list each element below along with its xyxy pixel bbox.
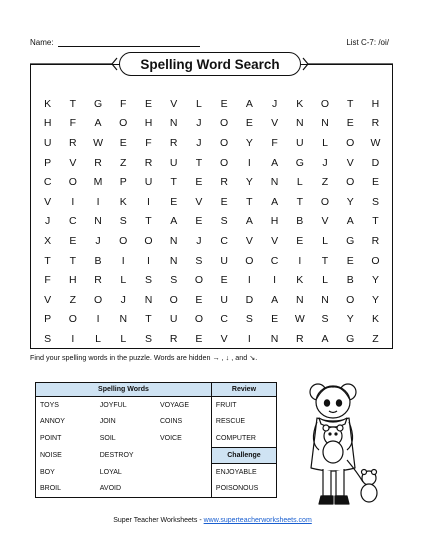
grid-cell: O	[346, 293, 355, 306]
grid-cell: O	[68, 176, 77, 189]
grid-cell: E	[245, 117, 253, 130]
grid-cell: C	[43, 176, 52, 189]
grid-cell: K	[44, 97, 52, 110]
word-cell: VOICE	[160, 435, 182, 442]
grid-cell: E	[220, 274, 228, 287]
grid-cell: V	[271, 117, 279, 130]
grid-cell: V	[220, 332, 228, 345]
grid-cell: F	[69, 117, 77, 130]
grid-cell: J	[196, 136, 202, 149]
grid-row	[35, 290, 388, 310]
word-cell	[156, 481, 211, 498]
word-cell	[156, 464, 211, 481]
grid-cell: G	[346, 234, 355, 247]
grid-cell: N	[169, 234, 178, 247]
grid-cell: J	[322, 156, 328, 169]
grid-cell: S	[321, 313, 329, 326]
grid-cell: S	[44, 332, 52, 345]
word-cell: VOYAGE	[160, 401, 190, 409]
word-cell: FRUIT	[211, 397, 276, 414]
grid-cell: O	[220, 136, 229, 149]
grid-cell: E	[195, 332, 203, 345]
grid-cell: K	[371, 313, 379, 326]
grid-row	[35, 172, 388, 192]
grid-cell: A	[271, 293, 279, 306]
grid-cell: F	[44, 274, 51, 287]
grid-cell: T	[195, 156, 203, 169]
grid-cell: D	[245, 293, 254, 306]
grid-cell: H	[371, 97, 380, 110]
grid-cell: Y	[371, 293, 379, 306]
grid-cell: C	[69, 215, 77, 228]
list-id: List C-7: /oi/	[346, 38, 389, 47]
grid-cell: Z	[120, 156, 127, 169]
word-row	[36, 397, 277, 414]
grid-cell: I	[96, 313, 100, 326]
grid-row	[35, 231, 388, 251]
grid-row	[35, 192, 388, 212]
grid-cell: O	[220, 156, 229, 169]
grid-cell: I	[273, 274, 277, 287]
footer-separator: -	[197, 517, 204, 524]
grid-cell: T	[246, 195, 253, 208]
grid-cell: C	[220, 234, 228, 247]
word-cell: LOYAL	[99, 468, 122, 476]
grid-cell: X	[44, 234, 52, 247]
grid-cell: T	[372, 215, 379, 228]
grid-cell: A	[271, 156, 279, 169]
grid-cell: E	[220, 195, 228, 208]
grid-cell: L	[296, 176, 303, 189]
word-row	[36, 464, 277, 481]
grid-cell: W	[93, 136, 103, 149]
grid-cell: T	[170, 176, 177, 189]
grid-cell: O	[93, 293, 103, 306]
grid-row	[35, 212, 388, 232]
word-row	[36, 447, 277, 464]
grid-cell: L	[322, 274, 328, 287]
grid-cell: K	[296, 274, 304, 287]
word-cell: JOYFUL	[99, 401, 127, 409]
grid-cell: J	[196, 234, 202, 247]
review-header: Review	[211, 383, 276, 397]
grid-cell: U	[169, 156, 178, 169]
grid-cell: N	[321, 293, 329, 306]
grid-cell: R	[296, 332, 304, 345]
grid-cell: T	[296, 195, 303, 208]
grid-cell: B	[346, 274, 354, 287]
grid-row	[35, 153, 388, 173]
spelling-words-header: Spelling Words	[36, 383, 212, 397]
grid-cell: H	[69, 274, 77, 287]
grid-row	[35, 251, 388, 271]
grid-cell: P	[119, 176, 127, 189]
grid-cell: R	[94, 274, 102, 287]
grid-cell: E	[346, 254, 354, 267]
grid-cell: O	[245, 254, 254, 267]
footer-brand: Super Teacher Worksheets	[113, 517, 198, 524]
grid-cell: P	[44, 313, 52, 326]
grid-cell: N	[144, 293, 153, 306]
grid-cell: W	[294, 313, 305, 326]
grid-cell: N	[270, 176, 279, 189]
word-row	[36, 481, 277, 498]
grid-cell: T	[145, 215, 152, 228]
grid-cell: E	[119, 136, 127, 149]
grid-cell: N	[296, 117, 304, 130]
grid-cell: Y	[346, 313, 354, 326]
grid-cell: R	[169, 332, 178, 345]
grid-row	[35, 94, 388, 114]
grid-cell: O	[68, 313, 77, 326]
word-cell: ANNOY	[40, 418, 65, 426]
word-cell: DESTROY	[99, 451, 134, 459]
grid-cell: O	[194, 274, 203, 287]
word-cell	[156, 447, 211, 464]
grid-cell: R	[371, 117, 380, 130]
grid-cell: V	[271, 234, 279, 247]
grid-cell: B	[296, 215, 304, 228]
grid-cell: G	[346, 332, 355, 345]
grid-cell: S	[220, 215, 228, 228]
grid-cell: J	[95, 234, 101, 247]
grid-cell: E	[195, 293, 203, 306]
word-table	[35, 382, 277, 498]
grid-cell: R	[144, 156, 153, 169]
word-cell: COINS	[160, 418, 183, 426]
grid-cell: S	[195, 254, 203, 267]
grid-cell: U	[296, 136, 304, 149]
word-cell: BROIL	[40, 485, 62, 493]
grid-cell: W	[370, 136, 381, 149]
grid-cell: A	[346, 215, 354, 228]
grid-cell: U	[220, 254, 228, 267]
grid-cell: F	[120, 97, 127, 110]
word-cell: SOIL	[99, 435, 116, 442]
grid-cell: V	[245, 234, 253, 247]
word-cell: RESCUE	[211, 414, 276, 431]
grid-cell: Z	[69, 293, 77, 306]
grid-cell: T	[69, 254, 77, 267]
name-label: Name:	[30, 38, 54, 47]
grid-cell: S	[245, 313, 253, 326]
grid-cell: O	[220, 117, 229, 130]
grid-cell: Z	[321, 176, 329, 189]
grid-cell: T	[69, 97, 77, 110]
grid-cell: E	[195, 215, 203, 228]
grid-cell: H	[144, 117, 153, 130]
grid-cell: V	[346, 156, 354, 169]
grid-cell: E	[346, 117, 354, 130]
grid-cell: L	[120, 332, 127, 345]
footer-link[interactable]: www.superteacherworksheets.com	[203, 517, 312, 524]
grid-cell: A	[245, 215, 253, 228]
grid-cell: P	[44, 156, 52, 169]
grid-cell: O	[194, 313, 203, 326]
grid-cell: A	[321, 332, 329, 345]
grid-cell: R	[169, 136, 178, 149]
grid-cell: D	[371, 156, 380, 169]
grid-row	[35, 114, 388, 134]
grid-cell: N	[169, 254, 178, 267]
word-row	[36, 414, 277, 431]
grid-cell: N	[296, 293, 304, 306]
grid-cell: E	[296, 234, 304, 247]
instructions: Find your spelling words in the puzzle. Words are hidden → , ↓ , and ↘.	[30, 353, 258, 362]
grid-cell: K	[119, 195, 127, 208]
grid-cell: Z	[372, 332, 379, 345]
grid-cell: A	[271, 195, 279, 208]
word-cell: AVOID	[99, 485, 122, 493]
grid-cell: N	[94, 215, 102, 228]
grid-cell: H	[43, 117, 52, 130]
word-cell: POISONOUS	[211, 481, 276, 498]
grid-cell: L	[95, 332, 101, 345]
grid-cell: V	[44, 293, 52, 306]
grid-cell: O	[346, 176, 355, 189]
grid-cell: S	[144, 332, 152, 345]
grid-row	[35, 133, 388, 153]
grid-cell: V	[170, 97, 178, 110]
grid-cell: F	[271, 136, 278, 149]
grid-cell: S	[371, 195, 379, 208]
word-cell: NOISE	[40, 451, 62, 459]
grid-cell: O	[119, 234, 128, 247]
grid-cell: L	[322, 234, 328, 247]
grid-cell: I	[247, 156, 251, 169]
grid-cell: O	[144, 234, 153, 247]
word-cell: COMPUTER	[211, 430, 276, 447]
grid-cell: I	[298, 254, 302, 267]
grid-cell: E	[371, 176, 379, 189]
grid-cell: O	[169, 293, 178, 306]
grid-cell: T	[145, 313, 152, 326]
grid-cell: I	[247, 274, 251, 287]
word-cell: POINT	[40, 435, 62, 442]
grid-cell: R	[220, 176, 228, 189]
grid-cell: I	[247, 332, 251, 345]
grid-cell: C	[220, 313, 228, 326]
grid-cell: E	[195, 176, 203, 189]
grid-cell: I	[147, 195, 150, 208]
grid-row	[35, 329, 388, 349]
page-title: Spelling Word Search	[119, 52, 301, 76]
word-cell: BOY	[40, 468, 55, 476]
grid-cell: S	[170, 274, 178, 287]
grid-cell: L	[196, 97, 202, 110]
grid-cell: O	[371, 254, 380, 267]
grid-cell: M	[93, 176, 103, 189]
grid-cell: O	[119, 117, 128, 130]
grid-cell: I	[96, 195, 100, 208]
grid-cell: R	[69, 136, 77, 149]
grid-cell: Y	[245, 136, 253, 149]
grid-cell: V	[44, 195, 52, 208]
grid-cell: R	[371, 234, 380, 247]
grid-cell: S	[119, 215, 127, 228]
grid-cell: U	[220, 293, 228, 306]
grid-cell: U	[43, 136, 52, 149]
grid-cell: Y	[245, 176, 253, 189]
grid-cell: I	[147, 254, 150, 267]
grid-cell: B	[94, 254, 102, 267]
grid-cell: H	[270, 215, 279, 228]
grid-cell: T	[44, 254, 51, 267]
grid-cell: E	[271, 313, 279, 326]
word-cell: TOYS	[40, 401, 59, 409]
grid-cell: E	[170, 195, 178, 208]
grid-cell: S	[144, 274, 152, 287]
word-cell: ENJOYABLE	[211, 464, 276, 481]
grid-cell: N	[321, 117, 329, 130]
grid-cell: I	[71, 195, 75, 208]
grid-cell: A	[170, 215, 178, 228]
grid-cell: J	[44, 215, 51, 228]
grid-cell: G	[93, 97, 103, 110]
grid-cell: J	[120, 293, 126, 306]
grid-cell: N	[169, 117, 178, 130]
grid-cell: N	[270, 332, 279, 345]
grid-cell: J	[196, 117, 202, 130]
word-row	[36, 430, 277, 447]
grid-cell: E	[144, 97, 152, 110]
grid-row	[35, 310, 388, 330]
grid-cell: Y	[371, 274, 379, 287]
grid-cell: K	[296, 97, 304, 110]
grid-cell: E	[69, 234, 77, 247]
grid-cell: V	[321, 215, 329, 228]
girl-with-teddy-illustration	[283, 372, 385, 510]
grid-cell: T	[321, 254, 329, 267]
grid-cell: U	[144, 176, 153, 189]
grid-cell: R	[94, 156, 102, 169]
grid-cell: I	[71, 332, 75, 345]
grid-cell: O	[346, 136, 355, 149]
letter-grid	[35, 94, 388, 349]
word-cell: JOIN	[99, 418, 116, 426]
grid-cell: C	[270, 254, 279, 267]
grid-cell: E	[220, 97, 228, 110]
grid-row	[35, 270, 388, 290]
grid-cell: U	[169, 313, 178, 326]
grid-cell: L	[322, 136, 328, 149]
grid-cell: Y	[346, 195, 354, 208]
grid-cell: T	[347, 97, 354, 110]
footer	[0, 517, 425, 524]
grid-cell: G	[295, 156, 304, 169]
grid-cell: O	[320, 195, 330, 208]
grid-cell: J	[271, 97, 278, 110]
grid-cell: I	[121, 254, 125, 267]
grid-cell: N	[119, 313, 128, 326]
grid-cell: L	[120, 274, 127, 287]
challenge-header: Challenge	[211, 447, 276, 464]
grid-cell: F	[145, 136, 152, 149]
grid-cell: A	[94, 117, 102, 130]
grid-cell: O	[320, 97, 330, 110]
grid-cell: A	[245, 97, 253, 110]
grid-cell: V	[195, 195, 203, 208]
grid-cell: V	[69, 156, 77, 169]
